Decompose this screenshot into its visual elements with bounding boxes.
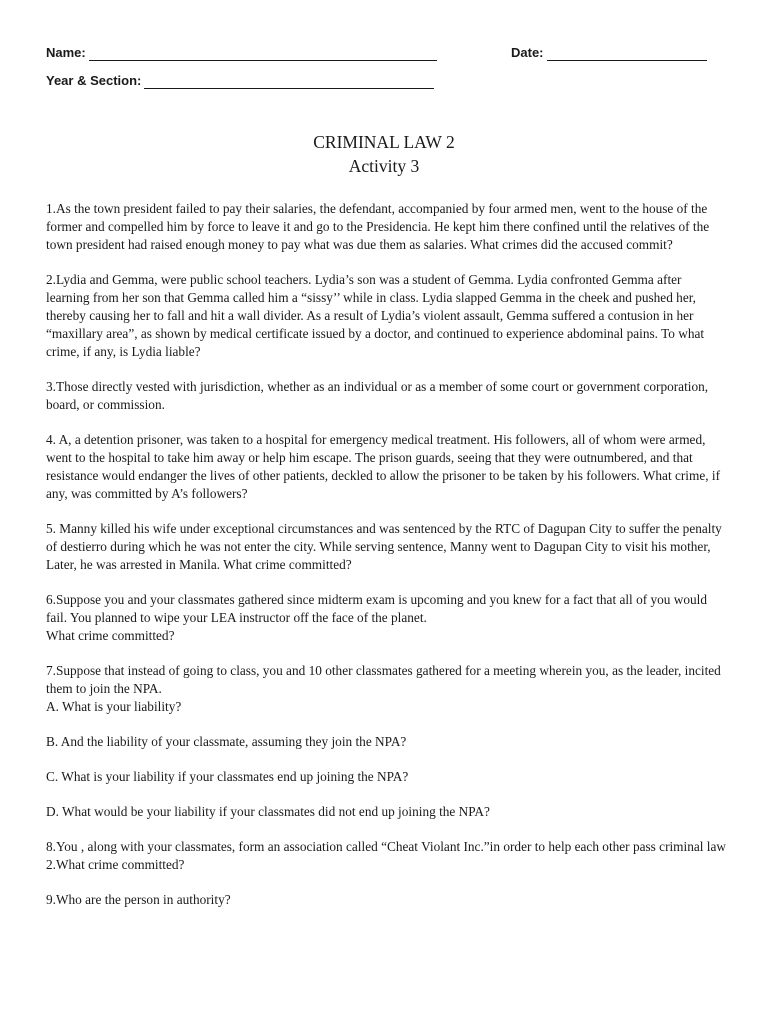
question-text: 7.Suppose that instead of going to class, you and 10 other classmates gathered for a meeting wherein you, as the leader, incited them to join the NPA. xyxy=(46,663,721,696)
name-blank[interactable] xyxy=(89,47,437,61)
question-7 xyxy=(46,662,726,716)
questions-list xyxy=(46,200,726,926)
name-row xyxy=(46,45,437,61)
question-8 xyxy=(46,838,726,874)
question-text: 1.As the town president failed to pay their salaries, the defendant, accompanied by four armed men, went to the house of the former and compelled him by force to leave it and go to the Presidencia. He kept him there confined until the relatives of the town president had raised enough money to pay what was due them as salaries. What crimes did the accused commit? xyxy=(46,201,710,252)
question-5 xyxy=(46,520,726,574)
question-subtext: What crime committed? xyxy=(46,628,175,643)
date-row xyxy=(511,45,707,61)
question-text: 9.Who are the person in authority? xyxy=(46,892,231,907)
year-section-label: Year & Section: xyxy=(46,73,142,88)
date-label: Date: xyxy=(511,45,544,60)
question-text: C. What is your liability if your classmates end up joining the NPA? xyxy=(46,769,409,784)
question-text: 5. Manny killed his wife under exceptional circumstances and was sentenced by the RTC of Dagupan City to suffer the penalty of destierro during which he was not enter the city. While serving sentence, Manny went to Dagupan City to visit his mother, Later, he was arrested in Manila. What crime committed? xyxy=(46,521,722,572)
question-text: 4. A, a detention prisoner, was taken to a hospital for emergency medical treatment. His followers, all of whom were armed, went to the hospital to take him away or help him escape. The prison guards, seeing that they were outnumbered, and that resistance would endanger the lives of other patients, deckled to allow the prisoner to be taken by his followers. What crime, if any, was committed by A’s followers? xyxy=(46,432,720,501)
question-2 xyxy=(46,271,726,361)
year-section-blank[interactable] xyxy=(144,75,434,89)
date-blank[interactable] xyxy=(547,47,707,61)
question-text: 6.Suppose you and your classmates gathered since midterm exam is upcoming and you knew for a fact that all of you would fail. You planned to wipe your LEA instructor off the face of the planet. xyxy=(46,592,707,625)
document-title: CRIMINAL LAW 2 xyxy=(313,132,455,152)
question-6 xyxy=(46,591,726,645)
question-3 xyxy=(46,378,726,414)
question-4 xyxy=(46,431,726,503)
question-text: B. And the liability of your classmate, assuming they join the NPA? xyxy=(46,734,407,749)
document-subtitle: Activity 3 xyxy=(348,156,420,176)
question-7c xyxy=(46,768,726,786)
name-label: Name: xyxy=(46,45,86,60)
question-1 xyxy=(46,200,726,254)
year-section-row xyxy=(46,73,434,89)
question-text: 3.Those directly vested with jurisdiction, whether as an individual or as a member of some court or government corporation, board, or commission. xyxy=(46,379,709,412)
question-text: 8.You , along with your classmates, form an association called “Cheat Violant Inc.”in order to help each other pass criminal law 2.What crime committed? xyxy=(46,839,726,872)
question-text: D. What would be your liability if your classmates did not end up joining the NPA? xyxy=(46,804,490,819)
question-7b xyxy=(46,733,726,751)
question-9 xyxy=(46,891,726,909)
question-text: 2.Lydia and Gemma, were public school teachers. Lydia’s son was a student of Gemma. Lydia confronted Gemma after learning from her son that Gemma called him a “sissy’’ while in class. Lydia slapped Gemma in the cheek and pushed her, thereby causing her to fall and hit a wall divider. As a result of Lydia’s violent assault, Gemma suffered a contusion in her “maxillary area”, as shown by medical certificate issued by a doctor, and continued to experience abdominal pains. To what crime, if any, is Lydia liable? xyxy=(46,272,705,359)
question-subtext: A. What is your liability? xyxy=(46,699,182,714)
question-7d xyxy=(46,803,726,821)
